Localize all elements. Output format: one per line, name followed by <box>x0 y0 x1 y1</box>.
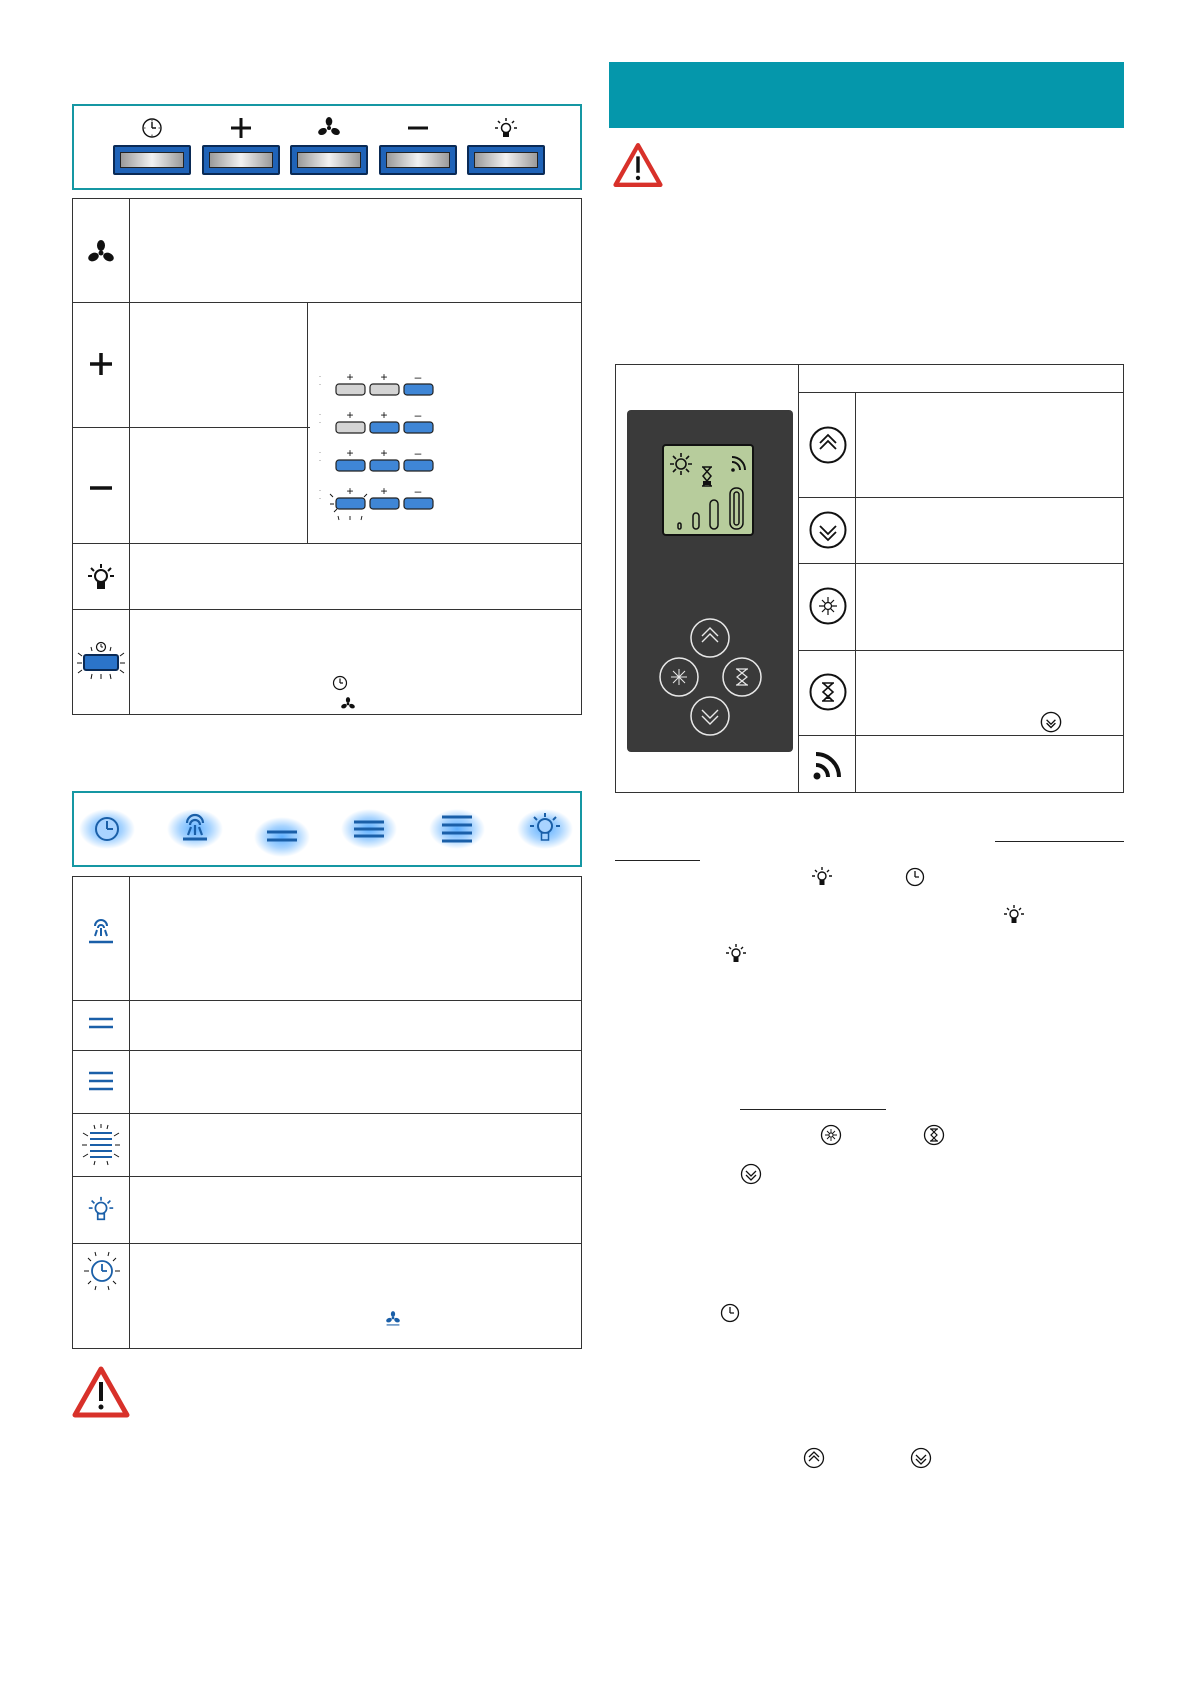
warning-icon <box>72 1366 130 1418</box>
panel-button[interactable] <box>202 145 280 175</box>
speed-level-row <box>314 486 444 522</box>
panel-button[interactable] <box>290 145 368 175</box>
light-inline-icon <box>1003 904 1025 926</box>
svg-text:+: + <box>346 410 354 422</box>
down-chevron-inline-icon <box>1040 711 1062 733</box>
fan-speed-1-led-icon <box>175 809 215 849</box>
timer-inline-icon <box>332 675 348 691</box>
fan-speed-2-led-icon <box>262 815 302 855</box>
timer-inline-icon <box>719 1302 741 1324</box>
down-button-inline-icon <box>740 1163 762 1185</box>
svg-text:+: + <box>346 486 354 498</box>
light-inline-icon <box>725 943 747 965</box>
control-panel <box>627 410 793 752</box>
fan-speed-4-led-icon <box>437 809 477 849</box>
timer-button-inline-icon <box>923 1124 945 1146</box>
timer-icon <box>139 116 165 140</box>
speed-level-row <box>314 410 444 446</box>
light-led-icon <box>525 809 565 849</box>
light-icon <box>85 561 117 593</box>
minus-icon <box>87 474 115 502</box>
underline-rule <box>740 1109 886 1110</box>
svg-text:–: – <box>414 372 422 384</box>
panel-button[interactable] <box>113 145 191 175</box>
fan-speed-3-icon <box>87 1068 115 1096</box>
led-strip-frame <box>72 791 582 867</box>
svg-text:+: + <box>380 486 388 498</box>
timer-led-icon <box>87 809 127 849</box>
light-button-inline-icon <box>820 1124 842 1146</box>
timer-blinking-icon <box>82 1251 122 1291</box>
fan-blue-inline-icon <box>385 1310 401 1326</box>
fan-speed-2-icon <box>87 1013 115 1035</box>
fan-speed-3-led-icon <box>349 809 389 849</box>
hourglass-icon <box>808 672 848 712</box>
plus-icon <box>87 350 115 378</box>
timer-inline-icon <box>904 866 926 888</box>
svg-text:+: + <box>380 372 388 384</box>
svg-text:+: + <box>346 372 354 384</box>
svg-text:–: – <box>414 410 422 422</box>
light-icon <box>86 1194 116 1224</box>
light-sun-icon <box>808 586 848 626</box>
svg-text:+: + <box>380 410 388 422</box>
panel-button[interactable] <box>467 145 545 175</box>
light-inline-icon <box>811 866 833 888</box>
fan-icon <box>316 116 342 140</box>
blinking-timer-button-icon <box>74 639 128 683</box>
warning-icon <box>613 142 663 188</box>
down-chevron-icon <box>808 510 848 550</box>
underline-rule <box>615 860 700 861</box>
fan-inline-icon <box>340 696 356 712</box>
speed-level-row <box>314 448 444 484</box>
fan-speed-4-blinking-icon <box>80 1123 122 1167</box>
section-header-bar <box>609 62 1124 128</box>
svg-text:+: + <box>346 448 354 460</box>
light-icon <box>493 116 519 140</box>
svg-text:–: – <box>414 448 422 460</box>
fan-speed-1-icon <box>86 916 116 948</box>
underline-rule <box>995 841 1124 842</box>
up-button-inline-icon <box>803 1447 825 1469</box>
fan-icon <box>86 238 116 268</box>
minus-icon <box>405 116 431 140</box>
plus-icon <box>228 116 254 140</box>
wireless-icon <box>808 745 848 785</box>
speed-level-row <box>314 372 444 408</box>
down-button-inline-icon <box>910 1447 932 1469</box>
svg-text:+: + <box>380 448 388 460</box>
up-chevron-icon <box>808 425 848 465</box>
svg-text:–: – <box>414 486 422 498</box>
panel-button[interactable] <box>379 145 457 175</box>
